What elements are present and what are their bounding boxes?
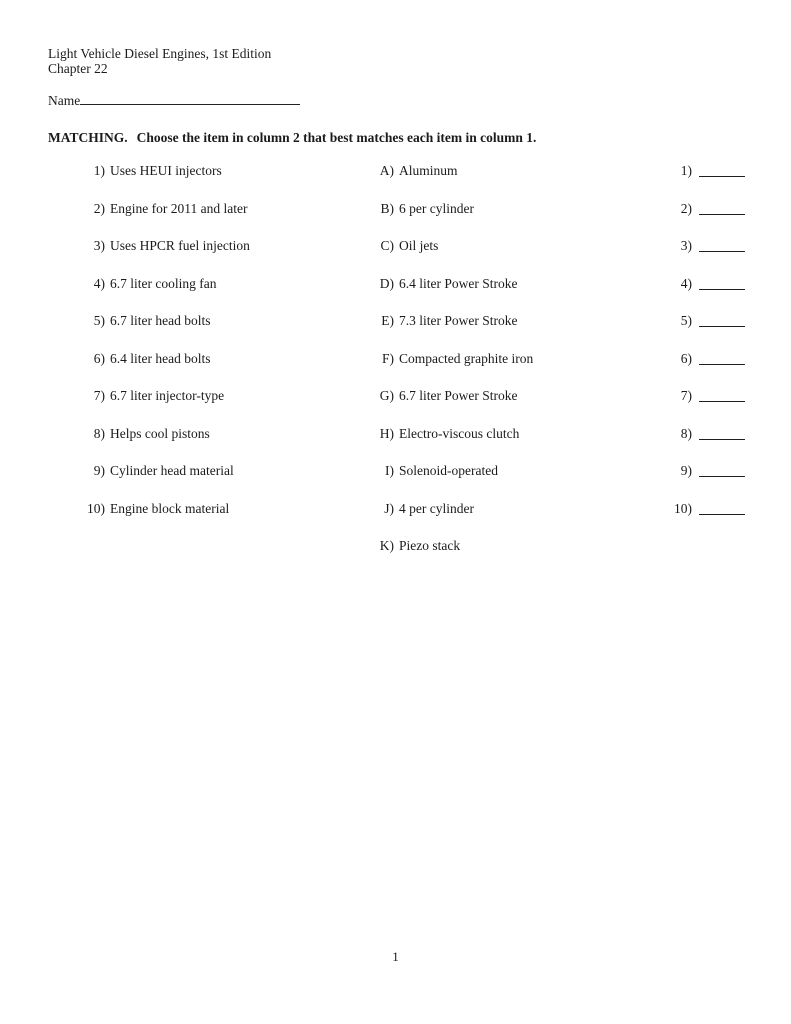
column1-item-number: 2) bbox=[93, 200, 105, 216]
column1-item-number bbox=[48, 535, 105, 573]
column2-option-text: Compacted graphite iron bbox=[399, 350, 534, 366]
chapter-label: Chapter 22 bbox=[48, 61, 108, 76]
matching-row bbox=[48, 198, 748, 236]
matching-heading-label: MATCHING. bbox=[48, 130, 128, 145]
column2-option-letter: E) bbox=[381, 313, 394, 328]
answer-blank[interactable] bbox=[699, 498, 745, 515]
answer-blank[interactable] bbox=[699, 273, 745, 290]
answer-blank[interactable] bbox=[699, 385, 745, 402]
answer-number: 7) bbox=[680, 388, 692, 403]
matching-row bbox=[48, 310, 748, 348]
column1-item-number: 3) bbox=[93, 238, 105, 253]
column2-option-letter: K) bbox=[379, 538, 394, 553]
column1-item-text: 6.7 liter injector-type bbox=[110, 388, 225, 403]
column2-option-text: Aluminum bbox=[399, 163, 458, 178]
name-line bbox=[48, 90, 300, 109]
column1-item-text: 6.7 liter head bolts bbox=[110, 313, 211, 328]
answer-number: 2) bbox=[680, 200, 692, 216]
matching-table bbox=[48, 160, 748, 573]
column2-option-letter: C) bbox=[380, 238, 394, 253]
column1-item-text: Uses HEUI injectors bbox=[110, 163, 222, 178]
answer-blank[interactable] bbox=[699, 423, 745, 440]
column1-item-number: 9) bbox=[93, 463, 105, 478]
column1-item-text: Engine block material bbox=[110, 500, 230, 516]
column1-item-number: 4) bbox=[93, 275, 105, 291]
matching-row bbox=[48, 235, 748, 273]
column1-item-number: 1) bbox=[93, 163, 105, 178]
answer-number: 8) bbox=[680, 425, 692, 441]
answer-number: 6) bbox=[680, 350, 692, 366]
column1-item-text: Engine for 2011 and later bbox=[110, 200, 248, 216]
page-number: 1 bbox=[392, 949, 399, 964]
answer-blank[interactable] bbox=[699, 160, 745, 177]
matching-row bbox=[48, 460, 748, 498]
column2-option-letter: F) bbox=[381, 350, 394, 366]
answer-number: 5) bbox=[680, 313, 692, 328]
name-blank[interactable] bbox=[80, 90, 300, 105]
column1-item-number: 10) bbox=[87, 500, 105, 516]
answer-blank[interactable] bbox=[699, 348, 745, 365]
column2-option-text: 6.7 liter Power Stroke bbox=[399, 388, 518, 403]
matching-row bbox=[48, 423, 748, 461]
column2-option-letter: I) bbox=[385, 463, 394, 478]
column2-option-letter: G) bbox=[379, 388, 394, 403]
answer-blank[interactable] bbox=[699, 310, 745, 327]
matching-row bbox=[48, 348, 748, 386]
column1-item-text bbox=[105, 535, 360, 573]
column2-option-text: 6 per cylinder bbox=[399, 200, 474, 216]
column1-item-text: 6.7 liter cooling fan bbox=[110, 275, 217, 291]
column2-option-text: 6.4 liter Power Stroke bbox=[399, 275, 518, 291]
answer-blank[interactable] bbox=[699, 460, 745, 477]
column1-item-number: 8) bbox=[93, 425, 105, 441]
matching-row bbox=[48, 498, 748, 536]
column2-option-text: Piezo stack bbox=[399, 538, 461, 553]
matching-row bbox=[48, 160, 748, 198]
column2-option-text: Oil jets bbox=[399, 238, 439, 253]
column2-option-letter: B) bbox=[380, 200, 394, 216]
column1-item-number: 5) bbox=[93, 313, 105, 328]
matching-row bbox=[48, 273, 748, 311]
column1-item-text: Uses HPCR fuel injection bbox=[110, 238, 250, 253]
column1-item-text: Cylinder head material bbox=[110, 463, 234, 478]
answer-number: 4) bbox=[680, 275, 692, 291]
column2-option-letter: J) bbox=[384, 500, 394, 516]
name-label: Name bbox=[48, 93, 81, 108]
column1-item-number: 7) bbox=[93, 388, 105, 403]
answer-number: 1) bbox=[680, 163, 692, 178]
answer-number bbox=[652, 535, 692, 573]
book-title: Light Vehicle Diesel Engines, 1st Edition bbox=[48, 46, 272, 61]
matching-row bbox=[48, 385, 748, 423]
matching-heading bbox=[48, 130, 536, 146]
answer-number: 9) bbox=[680, 463, 692, 478]
answer-blank[interactable] bbox=[699, 235, 745, 252]
matching-instructions: Choose the item in column 2 that best matches each item in column 1. bbox=[136, 130, 537, 145]
column2-option-text: 7.3 liter Power Stroke bbox=[399, 313, 518, 328]
column1-item-text: 6.4 liter head bolts bbox=[110, 350, 211, 366]
answer-blank[interactable] bbox=[699, 198, 745, 215]
column2-option-text: Electro-viscous clutch bbox=[399, 425, 520, 441]
column1-item-number: 6) bbox=[93, 350, 105, 366]
column2-option-letter: D) bbox=[379, 275, 394, 291]
column2-option-letter: A) bbox=[379, 163, 394, 178]
matching-row bbox=[48, 535, 748, 573]
column2-option-text: 4 per cylinder bbox=[399, 500, 474, 516]
column2-option-letter: H) bbox=[379, 425, 394, 441]
answer-blank-spacer bbox=[692, 535, 746, 573]
document-header bbox=[48, 46, 271, 76]
answer-number: 3) bbox=[680, 238, 692, 253]
column1-item-text: Helps cool pistons bbox=[110, 425, 210, 441]
column2-option-text: Solenoid-operated bbox=[399, 463, 498, 478]
answer-number: 10) bbox=[674, 500, 692, 516]
